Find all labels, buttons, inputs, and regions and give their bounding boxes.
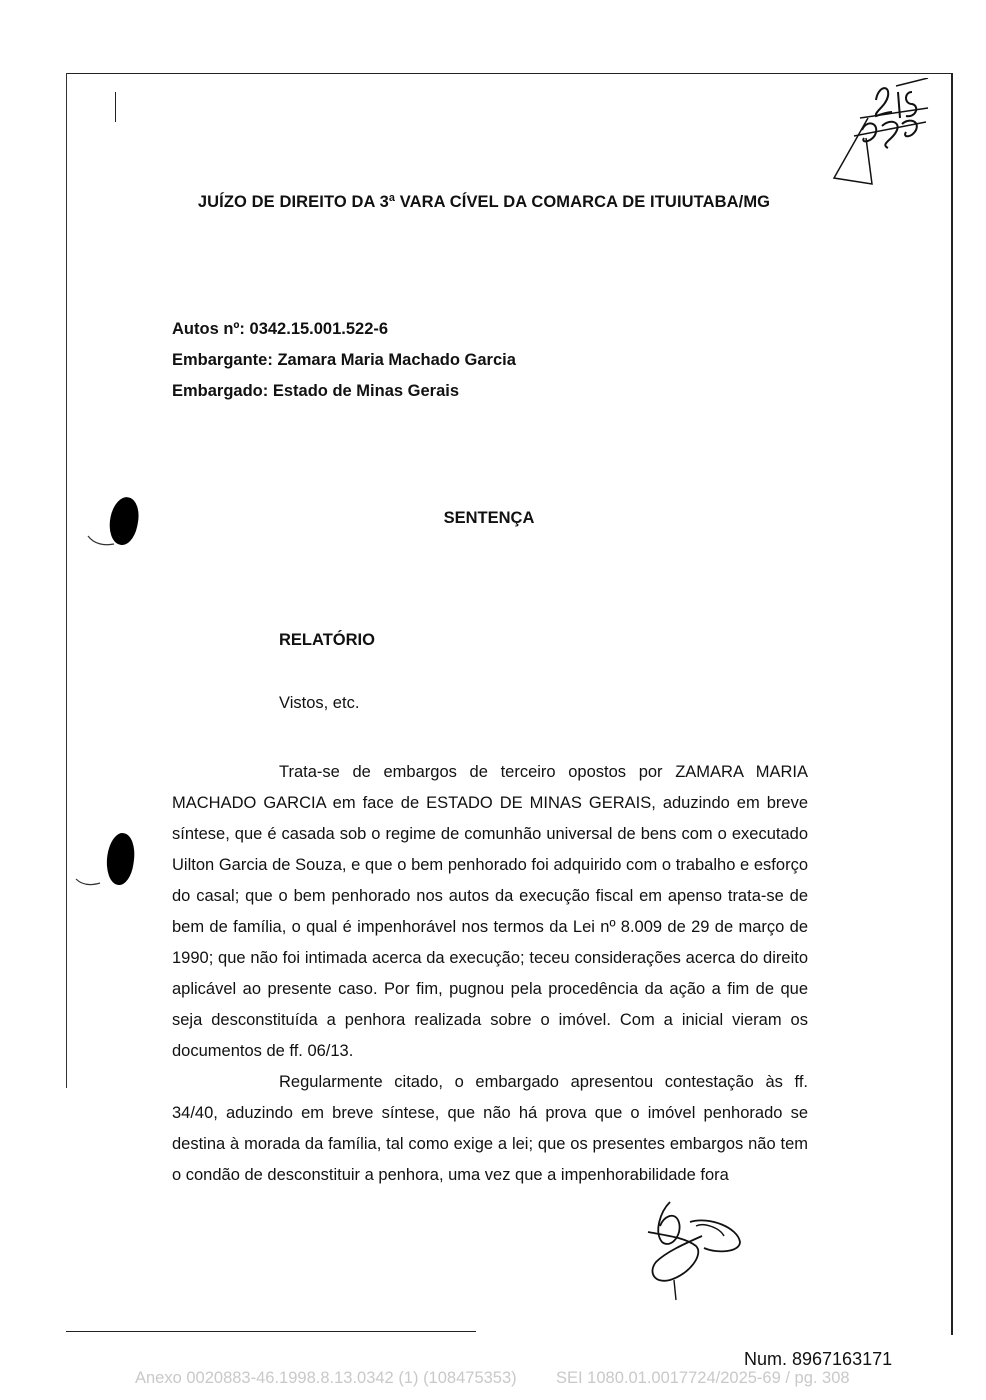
annex-reference: Anexo 0020883-46.1998.8.13.0342 (1) (108475353) (135, 1369, 517, 1387)
court-header (0, 193, 986, 212)
document-title-text: SENTENÇA (443, 509, 535, 527)
sei-reference: SEI 1080.01.0017724/2025-69 / pg. 308 (556, 1369, 850, 1387)
embargado-value: Estado de Minas Gerais (272, 382, 460, 400)
embargante-value: Zamara Maria Machado Garcia (277, 351, 516, 369)
page-border-bottom (66, 1331, 476, 1332)
body-paragraph: Regularmente citado, o embargado apresentou contestação às ff. 34/40, aduzindo em breve síntese, que não há prova que o imóvel penhorado se destina à morada da família, tal como exige a lei; que os presentes embargos não tem o condão de desconstituir a penhora, uma vez que a impenhorabilidade fora (172, 1073, 808, 1184)
embargado-line (172, 382, 459, 401)
page-border-top (66, 73, 952, 74)
case-number-line (172, 320, 388, 339)
case-number-value: 0342.15.001.522-6 (249, 320, 389, 338)
handwritten-page-stamp (832, 78, 942, 190)
document-title (0, 509, 986, 528)
hole-punch-mark (104, 831, 138, 886)
handwritten-signature (640, 1192, 750, 1302)
punch-scratch (74, 876, 104, 888)
margin-mark (115, 92, 116, 122)
page-border-right (951, 73, 953, 1335)
document-number: Num. 8967163171 (744, 1349, 893, 1369)
page-border-left (66, 73, 67, 1088)
section-heading: RELATÓRIO (279, 631, 375, 649)
case-number-label: Autos nº: (172, 320, 245, 338)
embargante-label: Embargante: (172, 351, 273, 369)
punch-scratch (86, 534, 116, 548)
body-paragraph: Trata-se de embargos de terceiro opostos por ZAMARA MARIA MACHADO GARCIA em face de ESTADO DE MINAS GERAIS, aduzindo em breve síntese, que é casada sob o regime de comunhão universal de bens com o executado Uilton Garcia de Souza, e que o bem penhorado foi adquirido com o trabalho e esforço do casal; que o bem penhorado nos autos da execução fiscal em apenso trata-se de bem de família, o qual é impenhorável nos termos da Lei nº 8.009 de 29 de março de 1990; que não foi intimada acerca da execução; teceu considerações acerca do direito aplicável ao presente caso. Por fim, pugnou pela procedência da ação a fim de que seja desconstituída a penhora realizada sobre o imóvel. Com a inicial vieram os documentos de ff. 06/13. (172, 763, 808, 1060)
greeting: Vistos, etc. (279, 694, 360, 712)
embargado-label: Embargado: (172, 382, 269, 400)
embargante-line (172, 351, 516, 370)
court-name: JUÍZO DE DIREITO DA 3ª VARA CÍVEL DA COMARCA DE ITUIUTABA/MG (197, 193, 771, 211)
